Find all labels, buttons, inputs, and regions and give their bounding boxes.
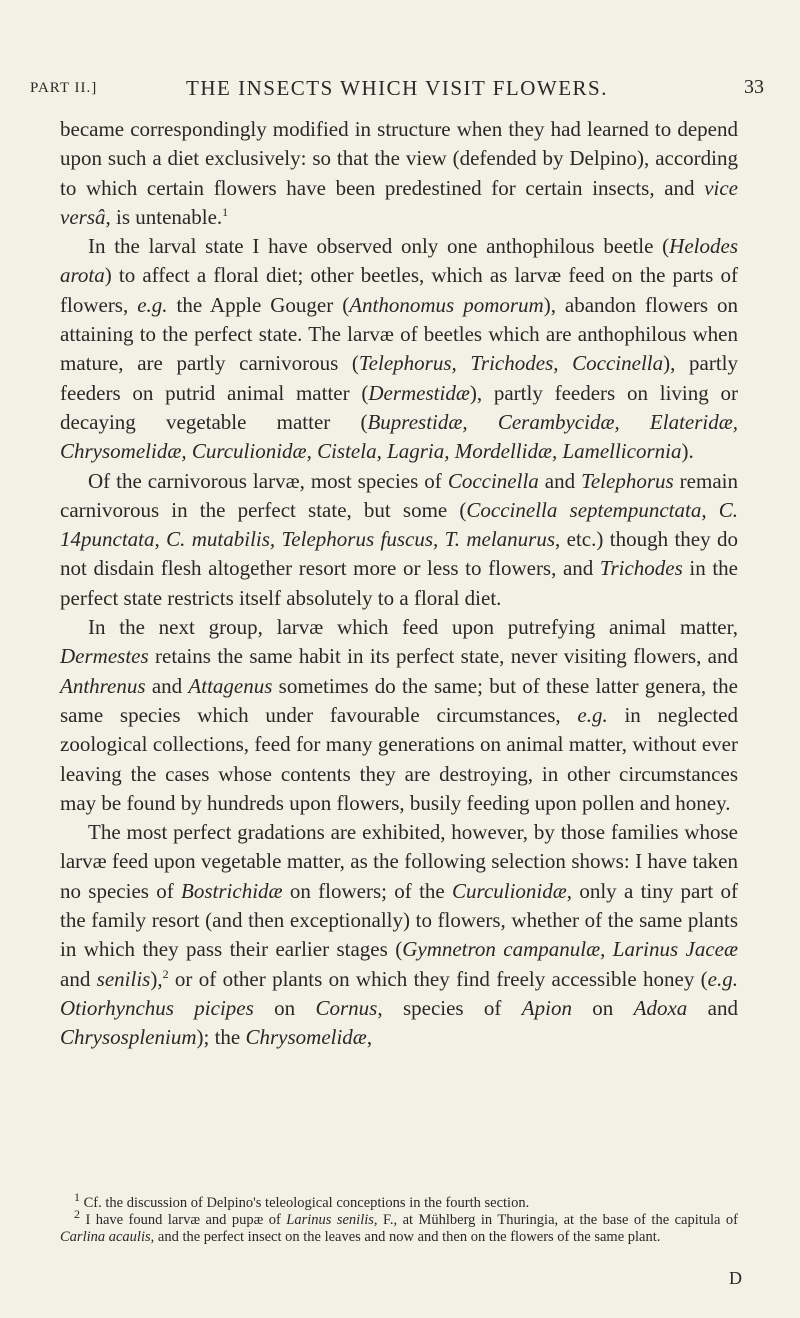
running-head <box>30 74 764 104</box>
footnote-ref: 1 <box>222 204 229 219</box>
text-run: Larinus senilis <box>286 1212 374 1228</box>
text-run: I have found larvæ and pupæ of <box>80 1212 287 1228</box>
paragraph <box>60 115 738 232</box>
text-run: Curculionidæ <box>452 878 567 903</box>
footnote <box>60 1207 739 1246</box>
text-run: e.g. <box>577 702 608 727</box>
text-run: Anthrenus <box>60 673 146 698</box>
text-run: Apion <box>521 995 572 1020</box>
text-run: ) to affect a floral diet; other beetles, which as larvæ feed on the parts of flowers, <box>60 263 738 317</box>
text-run: Cf. the discussion of Delpino's teleological conceptions in the fourth section. <box>80 1195 530 1211</box>
text-run: , is untenable. <box>105 204 223 229</box>
text-run: Chrysosplenium <box>60 1025 197 1050</box>
page-number: 33 <box>744 76 764 98</box>
text-run: Gymnetron campanulæ, Larinus Jaceæ <box>402 937 739 962</box>
footnote-ref: 2 <box>74 1207 80 1222</box>
text-run: Of the carnivorous larvæ, most species of <box>88 468 448 493</box>
paragraph <box>60 467 738 613</box>
part-label: PART II.] <box>30 80 98 96</box>
text-run: ). <box>681 439 694 464</box>
text-run: Carlina acaulis <box>60 1229 151 1245</box>
text-run: on <box>571 995 634 1020</box>
text-run: sometimes do the same; but of these latter genera, the same species which under favourable circumstances, <box>60 673 739 727</box>
text-run: In the next group, larvæ which feed upon putrefying animal matter, <box>88 615 738 640</box>
text-run: Helodes arota <box>60 234 738 288</box>
body-text <box>60 115 738 1053</box>
text-run: ), <box>150 966 163 991</box>
text-run: , and the perfect insect on the leaves and now and then on the flowers of the same plant. <box>150 1229 661 1245</box>
paragraph <box>60 818 738 1052</box>
text-run: e.g. <box>137 292 168 317</box>
footnote <box>60 1190 738 1212</box>
text-run: on flowers; of the <box>282 878 453 903</box>
text-run: retains the same habit in its perfect state, never visiting flowers, and <box>148 644 738 669</box>
text-run: or of other plants on which they find freely accessible honey ( <box>168 966 708 991</box>
text-run: and <box>538 468 582 493</box>
text-run: Dermestidæ <box>368 380 470 405</box>
footnotes <box>60 1190 739 1246</box>
text-run: , F., at Mühlberg in Thuringia, at the base of the capitula of <box>373 1212 739 1228</box>
text-run: ), abandon flowers on attaining to the perfect state. The larvæ of beetles which are anthophilous when mature, are partly carnivorous ( <box>60 292 738 376</box>
paragraph <box>60 613 738 818</box>
text-run: senilis <box>96 966 151 991</box>
text-run: Attagenus <box>188 673 273 698</box>
footnote-ref: 1 <box>74 1190 80 1205</box>
text-run: vice versâ <box>60 175 738 229</box>
running-title: THE INSECTS WHICH VISIT FLOWERS. <box>186 76 608 100</box>
text-run: in neglected zoological collections, feed for many generations on animal matter, without ever leaving the cases whose contents they are destroying, in other circumstances may be found by hundreds upon flowers, busily feeding upon pollen and honey. <box>60 702 738 815</box>
text-run: , <box>366 1025 373 1050</box>
text-run: the Apple Gouger ( <box>167 292 350 317</box>
text-run: on <box>253 995 316 1020</box>
text-run: Adoxa <box>633 995 688 1020</box>
text-run: Bostrichidæ <box>181 878 283 903</box>
text-run: ), partly feeders on putrid animal matter ( <box>60 351 739 405</box>
text-run: and <box>60 966 97 991</box>
text-run: Coccinella septempunctata, C. 14punctata, C. mutabilis, Telephorus fuscus, T. melanurus <box>60 497 738 552</box>
text-run: Cornus <box>315 995 378 1020</box>
text-run: and <box>687 995 738 1020</box>
text-run: Buprestidæ, Cerambycidæ, Elateridæ, Chrysomelidæ, Curculionidæ, Cistela, Lagria, Mordellidæ, Lamellicornia <box>60 409 738 464</box>
text-run: Chrysomelidæ <box>245 1025 367 1050</box>
text-run: Telephorus, Trichodes, Coccinella <box>358 351 664 376</box>
text-run: , etc.) though they do not disdain flesh altogether resort more or less to flowers, and <box>60 527 738 581</box>
text-run: and <box>145 673 189 698</box>
text-run: became correspondingly modified in structure when they had learned to depend upon such a diet exclusively: so that the view (defended by Delpino), according to which certain flowers have been predestined for certain insects, and <box>60 117 738 200</box>
text-run: The most perfect gradations are exhibited, however, by those families whose larvæ feed upon vegetable matter, as the following selection shows: I have taken no species of <box>60 820 738 903</box>
text-run: , species of <box>377 995 522 1020</box>
footnote-ref: 2 <box>162 966 169 981</box>
text-run: In the larval state I have observed only one anthophilous beetle ( <box>88 234 670 259</box>
text-run: in the perfect state restricts itself absolutely to a floral diet. <box>60 556 738 610</box>
text-run: Dermestes <box>60 644 149 669</box>
text-run: Trichodes <box>599 556 683 581</box>
paragraph <box>60 232 738 466</box>
text-run: e.g. Otiorhynchus picipes <box>60 966 738 1020</box>
text-run: Telephorus <box>581 468 674 493</box>
text-run: Coccinella <box>447 468 539 493</box>
signature-mark: D <box>729 1268 742 1288</box>
text-run: ), partly feeders on living or decaying vegetable matter ( <box>60 380 739 434</box>
text-run: , only a tiny part of the family resort (and then exceptionally) to flowers, whether of the same plants in which they pass their earlier stages ( <box>60 878 739 962</box>
text-run: remain carnivorous in the perfect state, but some ( <box>60 468 738 522</box>
text-run: Anthonomus pomorum <box>349 292 544 317</box>
text-run: ); the <box>196 1025 246 1050</box>
